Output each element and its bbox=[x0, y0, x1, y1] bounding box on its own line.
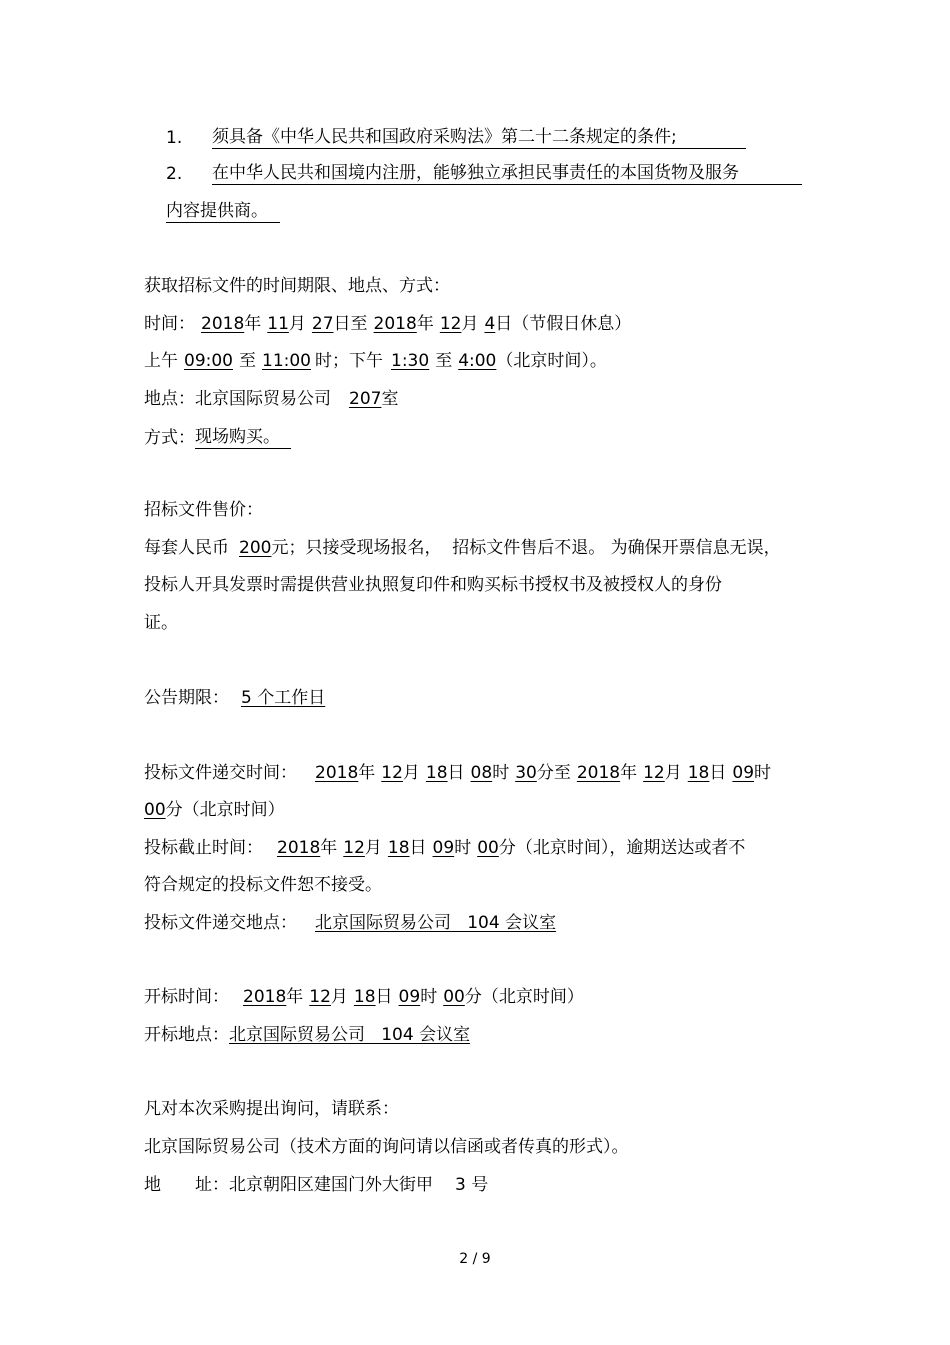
opening-time-line: 开标时间： 2018年 12月 18日 09时 00分（北京时间） bbox=[144, 987, 584, 1007]
contact-heading: 凡对本次采购提出询问，请联系： bbox=[144, 1099, 399, 1119]
price-line-1: 每套人民币 200元；只接受现场报名， 招标文件售后不退。 为确保开票信息无误， bbox=[144, 538, 781, 558]
qualification-item-2 bbox=[166, 162, 802, 184]
opening-place-line: 开标地点：北京国际贸易公司 104 会议室 bbox=[144, 1025, 471, 1045]
contact-address: 地 址：北京朝阳区建国门外大街甲 3 号 bbox=[144, 1175, 489, 1195]
announce-line: 公告期限： 5 个工作日 bbox=[144, 688, 326, 708]
obtain-place-line: 地点：北京国际贸易公司 207室 bbox=[144, 389, 399, 409]
qualification-item-1 bbox=[166, 126, 746, 148]
obtain-heading: 获取招标文件的时间期限、地点、方式： bbox=[144, 276, 450, 296]
qualification-item-2-cont: 内容提供商。 bbox=[166, 200, 280, 222]
qualification-text: 在中华人民共和国境内注册，能够独立承担民事责任的本国货物及服务 bbox=[212, 162, 802, 185]
deadline-line: 投标截止时间： 2018年 12月 18日 09时 00分（北京时间），逾期送达或者不 bbox=[144, 838, 746, 858]
contact-company: 北京国际贸易公司（技术方面的询问请以信函或者传真的形式）。 bbox=[144, 1137, 629, 1157]
page-number: 2 / 9 bbox=[459, 1251, 491, 1267]
submission-place-line: 投标文件递交地点： 北京国际贸易公司 104 会议室 bbox=[144, 913, 557, 933]
obtain-time-line: 时间： 2018年 11月 27日至 2018年 12月 4日（节假日休息） bbox=[144, 314, 632, 334]
price-line-3: 证。 bbox=[144, 613, 178, 633]
qualification-text: 须具备《中华人民共和国政府采购法》第二十二条规定的条件; bbox=[212, 126, 746, 149]
submission-time-cont: 00分（北京时间） bbox=[144, 800, 285, 820]
obtain-hours-line: 上午 09:00 至 11:00 时；下午 1:30 至 4:00（北京时间）。 bbox=[144, 351, 607, 371]
submission-time-line: 投标文件递交时间： 2018年 12月 18日 08时 30分至 2018年 12月 18日 09时 bbox=[144, 763, 772, 783]
item-number: 1. bbox=[166, 128, 183, 148]
deadline-cont: 符合规定的投标文件恕不接受。 bbox=[144, 875, 382, 895]
price-heading: 招标文件售价： bbox=[144, 500, 263, 520]
price-line-2: 投标人开具发票时需提供营业执照复印件和购买标书授权书及被授权人的身份 bbox=[144, 575, 722, 595]
item-number: 2. bbox=[166, 164, 183, 184]
obtain-method-line: 方式：现场购买。 bbox=[144, 426, 291, 448]
